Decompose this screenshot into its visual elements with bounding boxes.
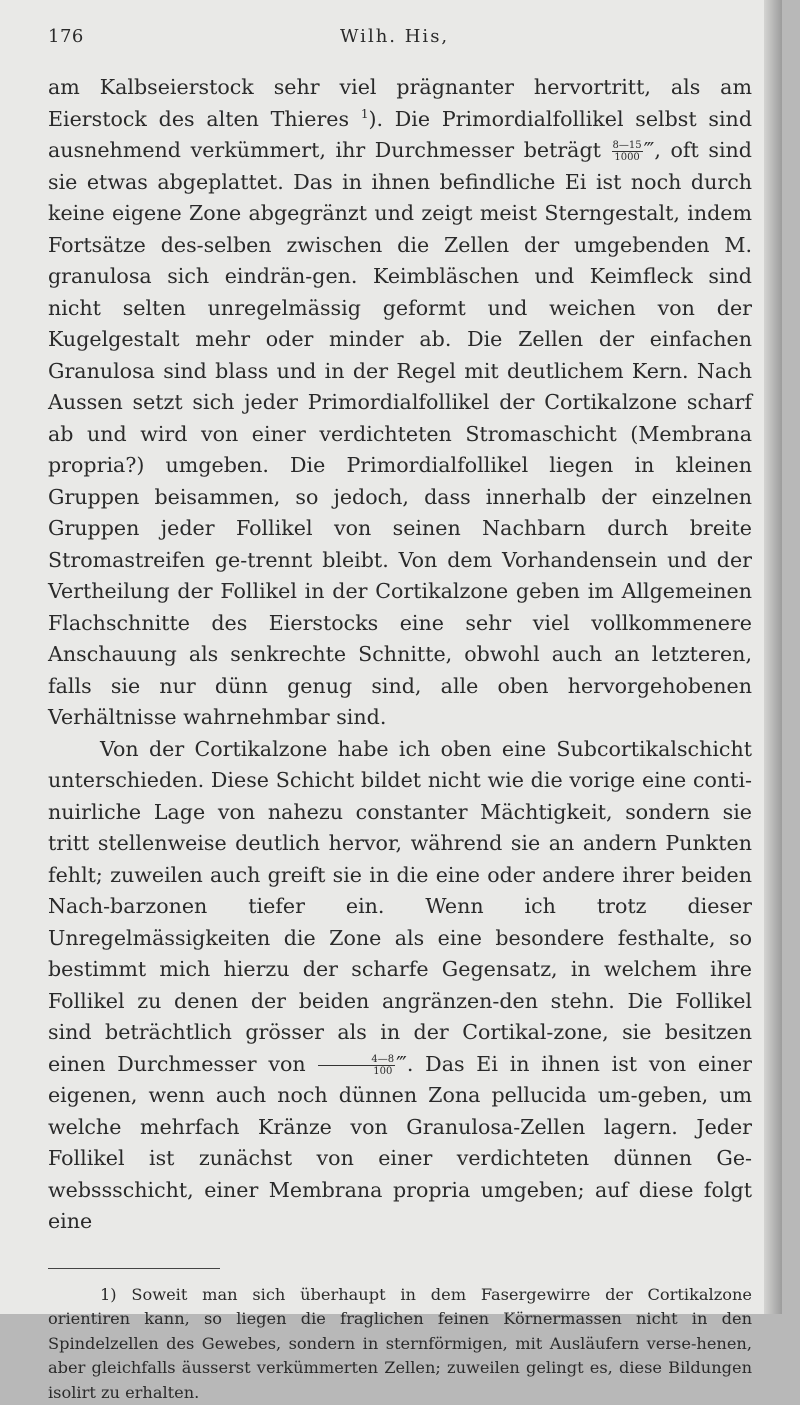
fraction-unit: ‴ bbox=[644, 138, 655, 162]
fraction-numerator: 8—15 bbox=[612, 140, 643, 152]
footnote-divider bbox=[48, 1268, 220, 1269]
paragraph-2 bbox=[48, 734, 752, 1238]
paragraph-1-text-end: , oft sind sie etwas abgeplattet. Das in ihnen befindliche Ei ist noch durch keine eigene Zone abgegränzt und zeigt meist Sterngestalt, indem Fortsätze des-selben zwischen die Zellen der umgebenden M. granulosa sich eindrän-gen. Keimbläschen und Keimfleck sind nicht selten unregelmässig geformt und weichen von der Kugelgestalt mehr oder minder ab. Die Zellen der einfachen Granulosa sind blass und in der Regel mit deutlichem Kern. Nach Aussen setzt sich jeder Primordialfollikel der Cortikalzone scharf ab und wird von einer verdichteten Stromaschicht (Membrana propria?) umgeben. Die Primordialfollikel liegen in kleinen Gruppen beisammen, so jedoch, dass innerhalb der einzelnen Gruppen jeder Follikel von seinen Nachbarn durch breite Stromastreifen ge-trennt bleibt. Von dem Vorhandensein und der Vertheilung der Follikel in der Cortikalzone geben im Allgemeinen Flachschnitte des Eierstocks eine sehr viel vollkommenere Anschauung als senkrechte Schnitte, obwohl auch an letzteren, falls sie nur dünn genug sind, alle oben hervorgehobenen Verhältnisse wahrnehmbar sind. bbox=[48, 138, 752, 729]
page-edge-shadow bbox=[764, 0, 782, 1314]
fraction-numerator: 4—8 bbox=[318, 1054, 395, 1066]
diameter-fraction bbox=[318, 1054, 395, 1077]
fraction-unit: ‴ bbox=[396, 1052, 407, 1076]
paragraph-1 bbox=[48, 72, 752, 734]
running-head: Wilh. His, bbox=[340, 26, 449, 47]
fraction-denominator: 100 bbox=[321, 1066, 392, 1077]
fraction-denominator: 1000 bbox=[614, 152, 639, 163]
footnote-reference: 1 bbox=[361, 107, 369, 121]
page-header bbox=[48, 22, 752, 58]
diameter-fraction bbox=[612, 140, 643, 163]
paragraph-2-text-end: . Das Ei in ihnen ist von einer eigenen, wenn auch noch dünnen Zona pellucida um-geben, um welche mehrfach Kränze von Granulosa-Zellen lagern. Jeder Follikel ist zunächst von einer verdichteten dünnen Ge-webssschicht, einer Membrana propria umgeben; auf diese folgt eine bbox=[48, 1052, 752, 1234]
footnote bbox=[48, 1283, 752, 1405]
page-number: 176 bbox=[48, 26, 84, 47]
footnote-text: 1) Soweit man sich überhaupt in dem Fasergewirre der Cortikalzone orientiren kann, so liegen die fraglichen feinen Körnermassen nicht in den Spindelzellen des Gewebes, sondern in sternförmigen, mit Ausläufern verse-henen, aber gleichfalls äusserst verkümmerten Zellen; zuweilen gelingt es, diese Bildungen isolirt zu erhalten. bbox=[48, 1283, 752, 1405]
paragraph-1-text-after-ref: ). Die Primordialfollikel selbst sind ausnehmend verkümmert, ihr Durchmesser beträgt bbox=[48, 107, 752, 163]
paragraph-1-text-start: am Kalbseierstock sehr viel prägnanter hervortritt, als am Eierstock des alten Thieres bbox=[48, 75, 752, 131]
body-text bbox=[48, 72, 752, 1238]
paragraph-2-text-start: Von der Cortikalzone habe ich oben eine Subcortikalschicht unterschieden. Diese Schicht bildet nicht wie die vorige eine conti-nuirliche Lage von nahezu constanter Mächtigkeit, sondern sie tritt stellenweise deutlich hervor, während sie an andern Punkten fehlt; zuweilen auch greift sie in die eine oder andere ihrer beiden Nach-barzonen tiefer ein. Wenn ich trotz dieser Unregelmässigkeiten die Zone als eine besondere festhalte, so bestimmt mich hierzu der scharfe Gegensatz, in welchem ihre Follikel zu denen der beiden angränzen-den stehn. Die Follikel sind beträchtlich grösser als in der Cortikal-zone, sie besitzen einen Durchmesser von bbox=[48, 737, 752, 1076]
